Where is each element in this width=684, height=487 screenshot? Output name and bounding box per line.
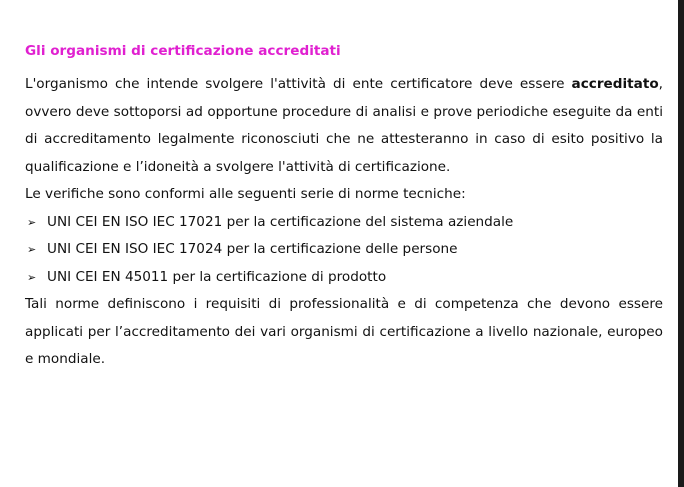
arrow-bullet-icon: ➢ (27, 270, 37, 284)
list-item (25, 264, 663, 292)
page-edge-border (678, 0, 684, 487)
keyword-accreditato: accreditato (571, 76, 659, 92)
arrow-bullet-icon: ➢ (27, 215, 37, 229)
norm-text: UNI CEI EN ISO IEC 17024 per la certificazione delle persone (47, 241, 458, 257)
paragraph-text-part1: L'organismo che intende svolgere l'attività di ente certificatore deve essere (25, 76, 572, 92)
document-content (25, 42, 663, 374)
arrow-bullet-icon: ➢ (27, 243, 37, 256)
paragraph-text-part2: , ovvero deve sottoporsi ad opportune procedure di analisi e prove periodiche eseguite da enti di accreditamento legalmente riconosciuti che ne attesteranno in caso di esito positivo la qualificazione e l’idoneità a svolgere l'attività di certificazione. (25, 76, 663, 175)
norm-text: UNI CEI EN ISO IEC 17021 per la certificazione del sistema aziendale (47, 213, 514, 230)
list-item (25, 236, 663, 264)
section-title: Gli organismi di certificazione accreditati (25, 43, 341, 59)
paragraph-accreditation (25, 71, 663, 181)
norms-intro: Le verifiche sono conformi alle seguenti serie di norme tecniche: (25, 186, 466, 202)
list-item (25, 209, 663, 237)
norms-list (25, 209, 663, 292)
norm-text: UNI CEI EN 45011 per la certificazione di prodotto (47, 268, 387, 285)
paragraph-norms-purpose: Tali norme definiscono i requisiti di professionalità e di competenza che devono essere applicati per l’accreditamento dei vari organismi di certificazione a livello nazionale, europeo e mondiale. (25, 296, 663, 367)
